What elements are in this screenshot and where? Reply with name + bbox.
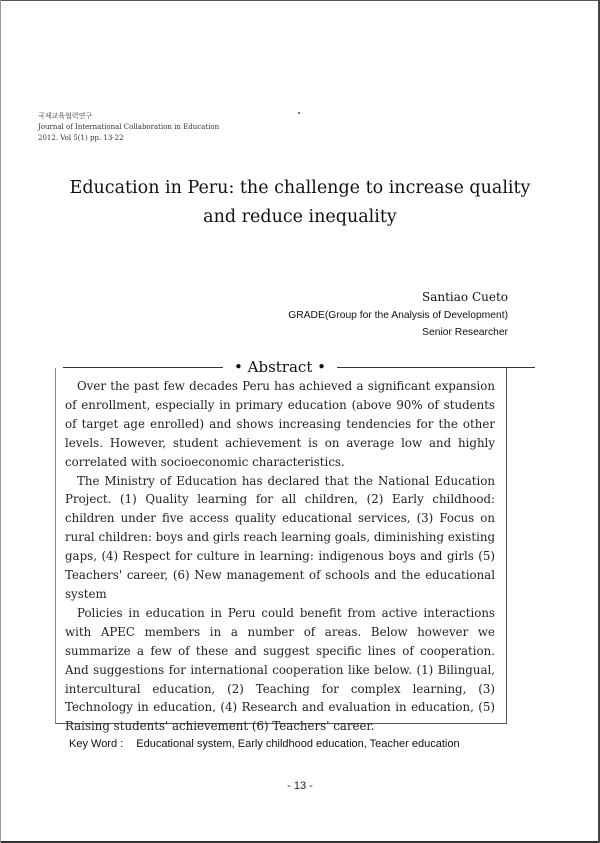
paper-title-line-2: and reduce inequality [203, 207, 397, 227]
keywords-line [69, 736, 460, 752]
author-position: Senior Researcher [422, 327, 508, 338]
keywords-value: Educational system, Early childhood education, Teacher education [136, 738, 460, 750]
keywords-label: Key Word : [69, 738, 124, 750]
scan-speck [298, 112, 300, 114]
abstract-paragraph-1: Over the past few decades Peru has achieved a significant expansion of enrollment, especially in primary education (above 90% of students of target age enrolled) and shows increasing tendencies for the other levels. However, student achievement is on average low and highly correlated with socioeconomic characteristics. [65, 379, 495, 469]
page-frame-top [0, 0, 600, 1]
journal-english-title: Journal of International Collaboration in Education [38, 123, 220, 131]
abstract-heading: • Abstract • [234, 358, 326, 376]
author-name: Santiao Cueto [421, 290, 508, 304]
author-block [288, 287, 508, 341]
paper-title [0, 174, 600, 232]
abstract-paragraph-3: Policies in education in Peru could benefit from active interactions with APEC members in a number of areas. Below however we summarize a few of these and suggest specific lines of cooperation. And suggestions for international cooperation like below. (1) Bilingual, intercultural education, (2) Teaching for complex learning, (3) Technology in education, (4) Research and evaluation in education, (5) Raising students' achievement (6) Teachers' career. [65, 605, 495, 734]
page-frame-left [0, 0, 1, 843]
journal-header [38, 111, 219, 144]
abstract-paragraph-2: The Ministry of Education has declared that the National Education Project. (1) Quality learning for all children, (2) Early childhood: children under five access quality educational services, (3) Focus on rural children: boys and girls reach learning goals, diminishing existing gaps, (4) Respect for culture in learning: indigenous boys and girls (5) Teachers' career, (6) New management of schools and the educational system [65, 473, 495, 601]
journal-citation: 2012. Vol 5(1) pp. 13-22 [38, 134, 124, 142]
paper-title-line-1: Education in Peru: the challenge to increase quality [69, 178, 531, 198]
page-number: - 13 - [287, 780, 313, 792]
abstract-body [65, 377, 495, 736]
author-affiliation: GRADE(Group for the Analysis of Development) [288, 310, 508, 321]
journal-korean-title: 국제교육협력연구 [38, 112, 93, 120]
